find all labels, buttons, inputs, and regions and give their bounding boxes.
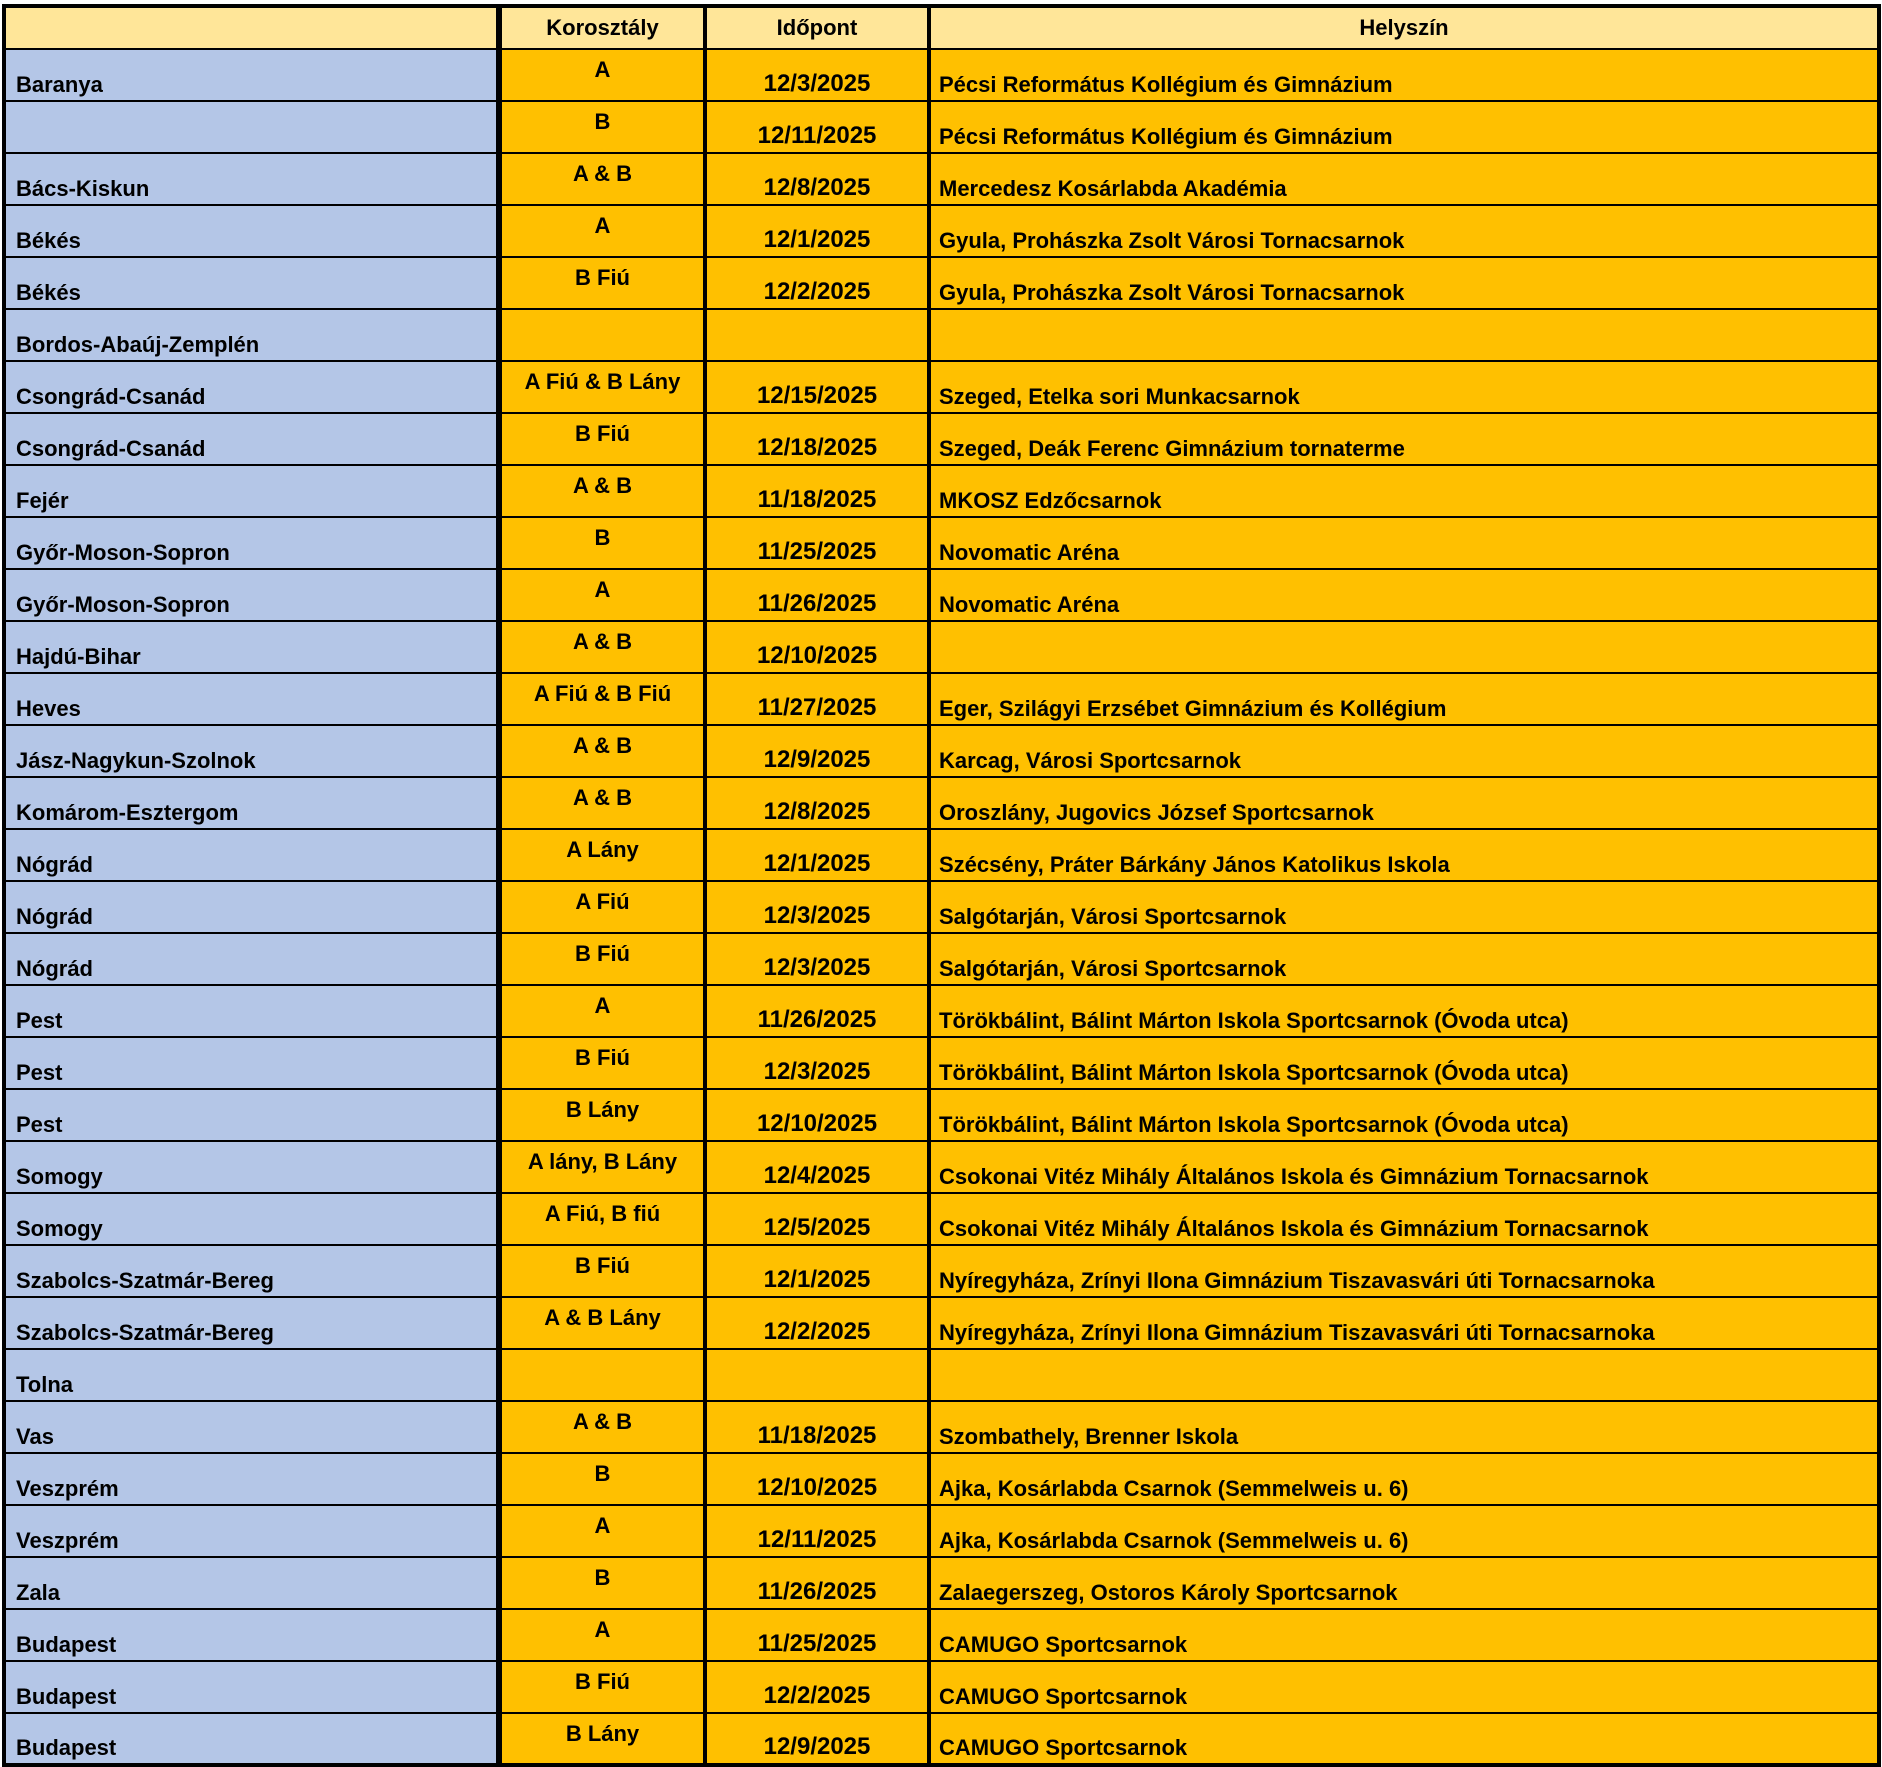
age-group-cell: B: [499, 517, 705, 569]
venue-cell: Törökbálint, Bálint Márton Iskola Sportcsarnok (Óvoda utca): [929, 985, 1879, 1037]
date-cell: 12/15/2025: [705, 361, 929, 413]
table-row: [4, 569, 1879, 621]
venue-cell: Ajka, Kosárlabda Csarnok (Semmelweis u. 6): [929, 1505, 1879, 1557]
venue-cell: Törökbálint, Bálint Márton Iskola Sportcsarnok (Óvoda utca): [929, 1089, 1879, 1141]
date-cell: 12/2/2025: [705, 1297, 929, 1349]
venue-cell: [929, 1349, 1879, 1401]
date-cell: [705, 309, 929, 361]
table-row: [4, 1297, 1879, 1349]
age-group-cell: A & B: [499, 725, 705, 777]
age-group-cell: A: [499, 205, 705, 257]
venue-cell: MKOSZ Edzőcsarnok: [929, 465, 1879, 517]
county-cell: [4, 101, 499, 153]
schedule-table: [2, 4, 1881, 1767]
venue-cell: CAMUGO Sportcsarnok: [929, 1609, 1879, 1661]
venue-cell: Szeged, Etelka sori Munkacsarnok: [929, 361, 1879, 413]
county-cell: Heves: [4, 673, 499, 725]
table-row: [4, 1557, 1879, 1609]
venue-cell: Zalaegerszeg, Ostoros Károly Sportcsarnok: [929, 1557, 1879, 1609]
date-cell: 11/26/2025: [705, 1557, 929, 1609]
table-row: [4, 361, 1879, 413]
county-cell: Fejér: [4, 465, 499, 517]
age-group-cell: A & B Lány: [499, 1297, 705, 1349]
date-cell: 12/8/2025: [705, 777, 929, 829]
age-group-cell: A & B: [499, 1401, 705, 1453]
age-group-cell: B Fiú: [499, 1661, 705, 1713]
table-row: [4, 1245, 1879, 1297]
venue-cell: Csokonai Vitéz Mihály Általános Iskola és Gimnázium Tornacsarnok: [929, 1141, 1879, 1193]
county-cell: Veszprém: [4, 1453, 499, 1505]
county-cell: Pest: [4, 985, 499, 1037]
table-row: [4, 777, 1879, 829]
table-row: [4, 1505, 1879, 1557]
county-cell: Győr-Moson-Sopron: [4, 517, 499, 569]
header-date: Időpont: [705, 6, 929, 49]
date-cell: 11/18/2025: [705, 465, 929, 517]
venue-cell: Gyula, Prohászka Zsolt Városi Tornacsarnok: [929, 257, 1879, 309]
venue-cell: Oroszlány, Jugovics József Sportcsarnok: [929, 777, 1879, 829]
county-cell: Tolna: [4, 1349, 499, 1401]
table-row: [4, 1349, 1879, 1401]
venue-cell: [929, 621, 1879, 673]
table-row: [4, 881, 1879, 933]
date-cell: 12/1/2025: [705, 205, 929, 257]
date-cell: 12/8/2025: [705, 153, 929, 205]
county-cell: Győr-Moson-Sopron: [4, 569, 499, 621]
venue-cell: Szécsény, Práter Bárkány János Katolikus Iskola: [929, 829, 1879, 881]
date-cell: 12/4/2025: [705, 1141, 929, 1193]
table-row: [4, 1453, 1879, 1505]
county-cell: Budapest: [4, 1661, 499, 1713]
venue-cell: CAMUGO Sportcsarnok: [929, 1713, 1879, 1765]
table-row: [4, 1193, 1879, 1245]
county-cell: Pest: [4, 1037, 499, 1089]
date-cell: 12/10/2025: [705, 621, 929, 673]
venue-cell: Nyíregyháza, Zrínyi Ilona Gimnázium Tiszavasvári úti Tornacsarnoka: [929, 1297, 1879, 1349]
venue-cell: Karcag, Városi Sportcsarnok: [929, 725, 1879, 777]
date-cell: 12/11/2025: [705, 101, 929, 153]
date-cell: 11/27/2025: [705, 673, 929, 725]
county-cell: Jász-Nagykun-Szolnok: [4, 725, 499, 777]
date-cell: 11/26/2025: [705, 569, 929, 621]
table-row: [4, 517, 1879, 569]
date-cell: 12/3/2025: [705, 1037, 929, 1089]
age-group-cell: A: [499, 569, 705, 621]
venue-cell: Novomatic Aréna: [929, 569, 1879, 621]
age-group-cell: A: [499, 1609, 705, 1661]
header-county-cell: [4, 6, 499, 49]
table-row: [4, 205, 1879, 257]
date-cell: 12/2/2025: [705, 1661, 929, 1713]
age-group-cell: B: [499, 101, 705, 153]
table-row: [4, 1609, 1879, 1661]
county-cell: Veszprém: [4, 1505, 499, 1557]
header-venue: Helyszín: [929, 6, 1879, 49]
county-cell: Budapest: [4, 1609, 499, 1661]
county-cell: Békés: [4, 205, 499, 257]
table-body: [4, 49, 1879, 1765]
date-cell: 12/9/2025: [705, 725, 929, 777]
age-group-cell: A Lány: [499, 829, 705, 881]
table-row: [4, 1661, 1879, 1713]
county-cell: Budapest: [4, 1713, 499, 1765]
county-cell: Komárom-Esztergom: [4, 777, 499, 829]
age-group-cell: A: [499, 985, 705, 1037]
venue-cell: Mercedesz Kosárlabda Akadémia: [929, 153, 1879, 205]
venue-cell: Pécsi Református Kollégium és Gimnázium: [929, 49, 1879, 101]
venue-cell: Eger, Szilágyi Erzsébet Gimnázium és Kollégium: [929, 673, 1879, 725]
table-row: [4, 933, 1879, 985]
venue-cell: Nyíregyháza, Zrínyi Ilona Gimnázium Tiszavasvári úti Tornacsarnoka: [929, 1245, 1879, 1297]
venue-cell: Csokonai Vitéz Mihály Általános Iskola és Gimnázium Tornacsarnok: [929, 1193, 1879, 1245]
date-cell: 12/3/2025: [705, 933, 929, 985]
table-row: [4, 725, 1879, 777]
county-cell: Vas: [4, 1401, 499, 1453]
county-cell: Bács-Kiskun: [4, 153, 499, 205]
county-cell: Zala: [4, 1557, 499, 1609]
date-cell: 12/1/2025: [705, 829, 929, 881]
date-cell: 11/25/2025: [705, 517, 929, 569]
age-group-cell: B Fiú: [499, 1037, 705, 1089]
county-cell: Nógrád: [4, 829, 499, 881]
venue-cell: Szombathely, Brenner Iskola: [929, 1401, 1879, 1453]
venue-cell: Salgótarján, Városi Sportcsarnok: [929, 881, 1879, 933]
table-row: [4, 621, 1879, 673]
date-cell: 12/3/2025: [705, 881, 929, 933]
venue-cell: Novomatic Aréna: [929, 517, 1879, 569]
age-group-cell: A lány, B Lány: [499, 1141, 705, 1193]
date-cell: 11/26/2025: [705, 985, 929, 1037]
header-age-group: Korosztály: [499, 6, 705, 49]
date-cell: 12/9/2025: [705, 1713, 929, 1765]
venue-cell: Gyula, Prohászka Zsolt Városi Tornacsarnok: [929, 205, 1879, 257]
age-group-cell: A Fiú: [499, 881, 705, 933]
age-group-cell: A Fiú & B Lány: [499, 361, 705, 413]
table-row: [4, 1401, 1879, 1453]
table-row: [4, 1141, 1879, 1193]
county-cell: Hajdú-Bihar: [4, 621, 499, 673]
date-cell: [705, 1349, 929, 1401]
table-row: [4, 465, 1879, 517]
date-cell: 11/25/2025: [705, 1609, 929, 1661]
date-cell: 12/3/2025: [705, 49, 929, 101]
age-group-cell: B Fiú: [499, 257, 705, 309]
venue-cell: Törökbálint, Bálint Márton Iskola Sportcsarnok (Óvoda utca): [929, 1037, 1879, 1089]
age-group-cell: A & B: [499, 621, 705, 673]
county-cell: Csongrád-Csanád: [4, 361, 499, 413]
date-cell: 12/18/2025: [705, 413, 929, 465]
venue-cell: [929, 309, 1879, 361]
age-group-cell: A & B: [499, 153, 705, 205]
county-cell: Somogy: [4, 1193, 499, 1245]
county-cell: Pest: [4, 1089, 499, 1141]
table-row: [4, 153, 1879, 205]
date-cell: 12/1/2025: [705, 1245, 929, 1297]
county-cell: Nógrád: [4, 881, 499, 933]
table-row: [4, 1713, 1879, 1765]
age-group-cell: B Fiú: [499, 1245, 705, 1297]
age-group-cell: A & B: [499, 777, 705, 829]
table-row: [4, 829, 1879, 881]
age-group-cell: A: [499, 49, 705, 101]
date-cell: 11/18/2025: [705, 1401, 929, 1453]
county-cell: Békés: [4, 257, 499, 309]
date-cell: 12/5/2025: [705, 1193, 929, 1245]
venue-cell: Pécsi Református Kollégium és Gimnázium: [929, 101, 1879, 153]
venue-cell: Szeged, Deák Ferenc Gimnázium tornaterme: [929, 413, 1879, 465]
age-group-cell: B: [499, 1557, 705, 1609]
county-cell: Nógrád: [4, 933, 499, 985]
table-row: [4, 49, 1879, 101]
county-cell: Szabolcs-Szatmár-Bereg: [4, 1297, 499, 1349]
county-cell: Csongrád-Csanád: [4, 413, 499, 465]
county-cell: Baranya: [4, 49, 499, 101]
age-group-cell: B Fiú: [499, 933, 705, 985]
age-group-cell: A & B: [499, 465, 705, 517]
age-group-cell: A Fiú & B Fiú: [499, 673, 705, 725]
date-cell: 12/10/2025: [705, 1453, 929, 1505]
age-group-cell: [499, 1349, 705, 1401]
age-group-cell: B Fiú: [499, 413, 705, 465]
venue-cell: Salgótarján, Városi Sportcsarnok: [929, 933, 1879, 985]
age-group-cell: A Fiú, B fiú: [499, 1193, 705, 1245]
county-cell: Somogy: [4, 1141, 499, 1193]
age-group-cell: B: [499, 1453, 705, 1505]
table-row: [4, 985, 1879, 1037]
header-row: [4, 6, 1879, 49]
table-row: [4, 1037, 1879, 1089]
table-row: [4, 257, 1879, 309]
county-cell: Szabolcs-Szatmár-Bereg: [4, 1245, 499, 1297]
table-row: [4, 673, 1879, 725]
date-cell: 12/11/2025: [705, 1505, 929, 1557]
table-header: [4, 6, 1879, 49]
age-group-cell: A: [499, 1505, 705, 1557]
table-row: [4, 309, 1879, 361]
table-row: [4, 413, 1879, 465]
venue-cell: Ajka, Kosárlabda Csarnok (Semmelweis u. 6): [929, 1453, 1879, 1505]
age-group-cell: B Lány: [499, 1713, 705, 1765]
table-row: [4, 101, 1879, 153]
age-group-cell: B Lány: [499, 1089, 705, 1141]
age-group-cell: [499, 309, 705, 361]
date-cell: 12/10/2025: [705, 1089, 929, 1141]
table-row: [4, 1089, 1879, 1141]
venue-cell: CAMUGO Sportcsarnok: [929, 1661, 1879, 1713]
county-cell: Bordos-Abaúj-Zemplén: [4, 309, 499, 361]
date-cell: 12/2/2025: [705, 257, 929, 309]
